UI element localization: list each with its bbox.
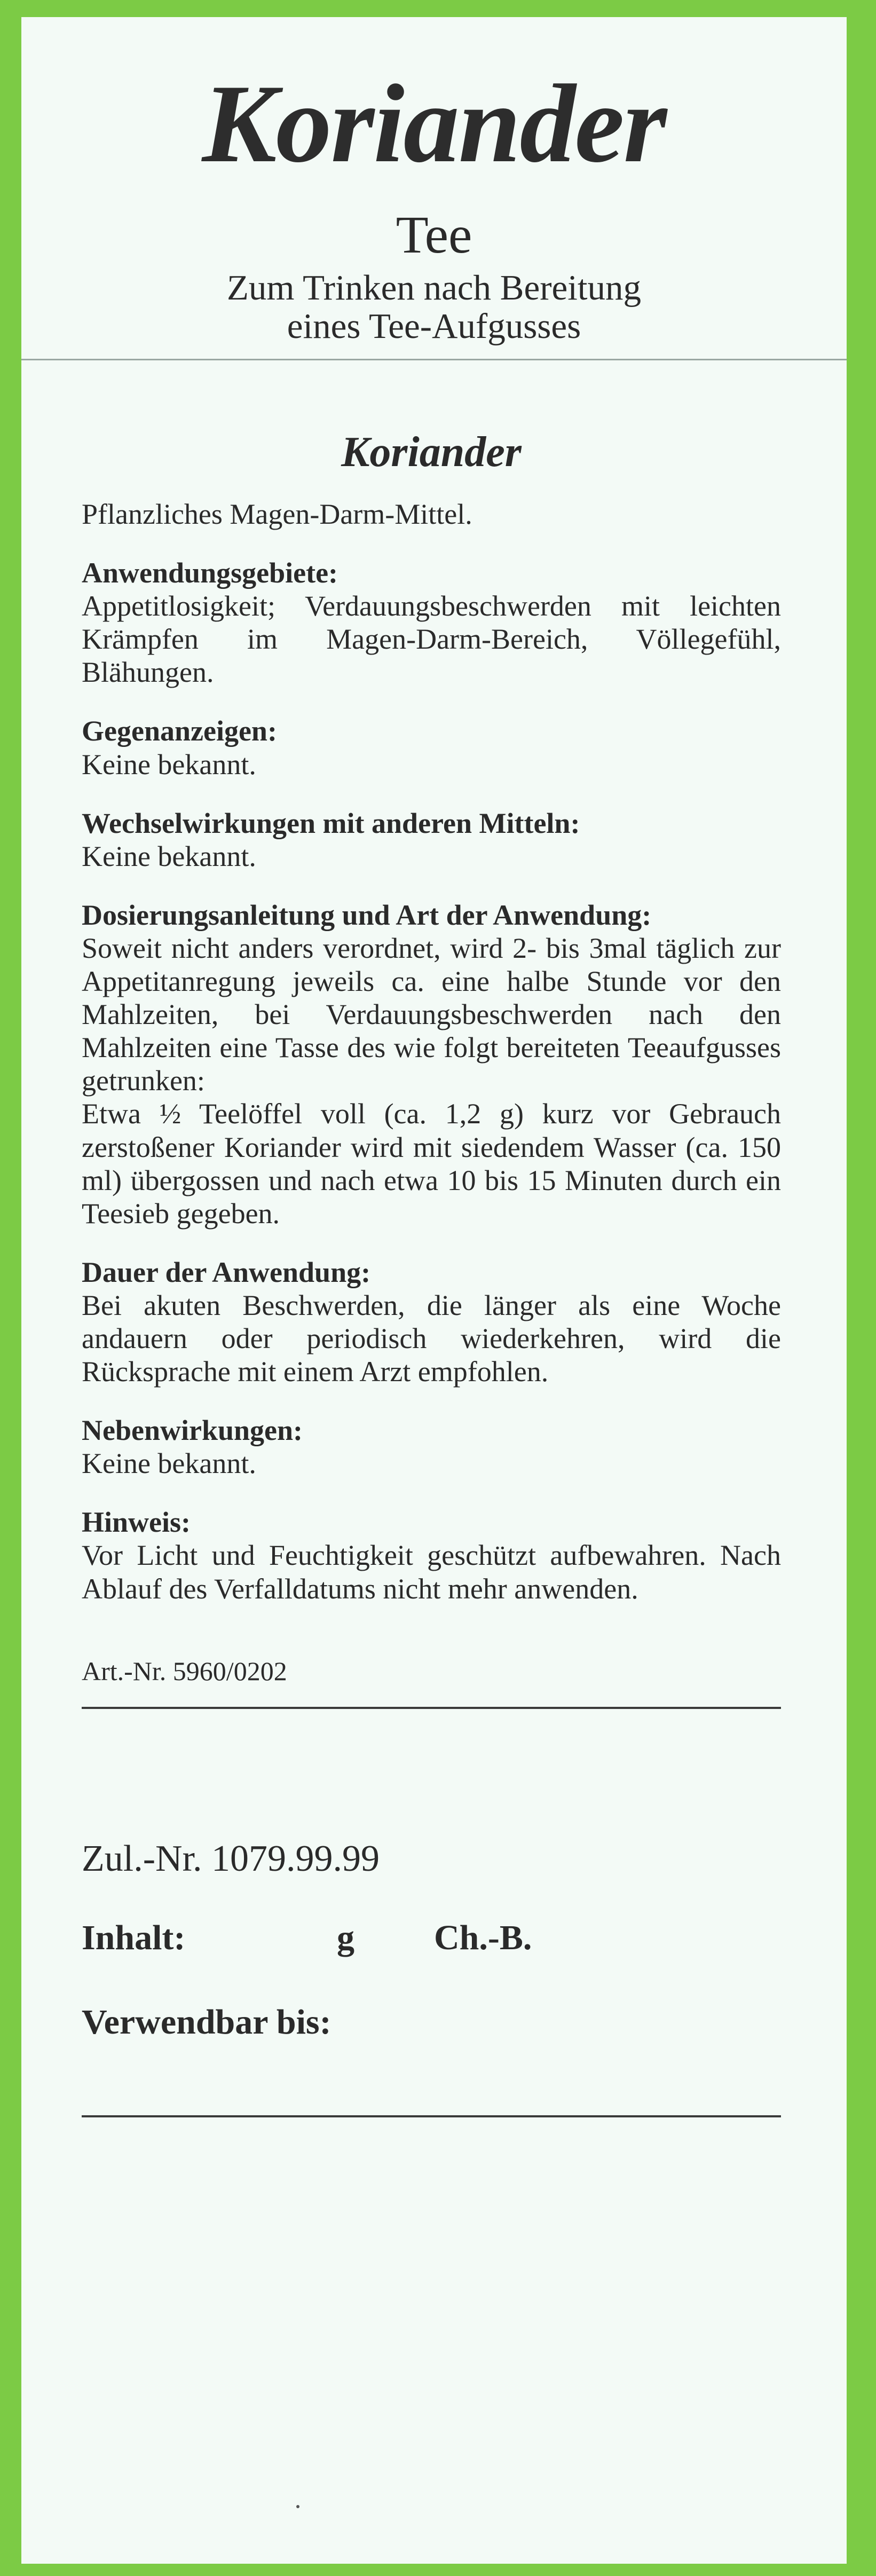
product-subtitle: Tee bbox=[396, 205, 472, 264]
product-title: Koriander bbox=[202, 62, 666, 186]
section-wechselwirkungen bbox=[82, 807, 781, 873]
section-heading: Dosierungsanleitung und Art der Anwendung: bbox=[82, 899, 652, 931]
section-dosierung bbox=[82, 899, 781, 1230]
content-label: Inhalt: bbox=[82, 1918, 186, 1957]
section-heading: Gegenanzeigen: bbox=[82, 715, 277, 747]
product-tagline bbox=[21, 269, 847, 345]
section-heading: Hinweis: bbox=[82, 1506, 191, 1539]
content-unit: g bbox=[337, 1918, 354, 1957]
section-text: Vor Licht und Feuchtigkeit geschützt aufbewahren. Nach Ablauf des Verfalldatums nicht mehr anwenden. bbox=[82, 1539, 781, 1605]
leaflet-body bbox=[82, 431, 781, 1709]
tagline-line-1: Zum Trinken nach Bereitung bbox=[227, 268, 641, 308]
leaflet-intro: Pflanzliches Magen-Darm-Mittel. bbox=[82, 498, 472, 530]
section-text: Keine bekannt. bbox=[82, 840, 256, 872]
section-text: Keine bekannt. bbox=[82, 748, 256, 781]
section-heading: Wechselwirkungen mit anderen Mitteln: bbox=[82, 807, 580, 839]
header-divider bbox=[21, 359, 847, 360]
article-number: Art.-Nr. 5960/0202 bbox=[82, 1656, 781, 1710]
section-text: Appetitlosigkeit; Verdauungsbeschwerden mit leichten Krämpfen im Magen-Darm-Bereich, Völlegefühl, Blähungen. bbox=[82, 590, 781, 689]
section-heading: Nebenwirkungen: bbox=[82, 1414, 303, 1447]
section-hinweis bbox=[82, 1506, 781, 1605]
section-gegenanzeigen bbox=[82, 714, 781, 781]
expiry-line bbox=[82, 2115, 781, 2117]
expiry-label: Verwendbar bis: bbox=[82, 2003, 332, 2042]
paper-speck bbox=[296, 2505, 299, 2508]
leaflet-title: Koriander bbox=[341, 429, 522, 476]
section-heading: Anwendungsgebiete: bbox=[82, 557, 338, 589]
tagline-line-2: eines Tee-Aufgusses bbox=[287, 306, 581, 346]
approval-number: Zul.-Nr. 1079.99.99 bbox=[82, 1838, 380, 1879]
section-text: Keine bekannt. bbox=[82, 1447, 256, 1480]
section-text: Bei akuten Beschwerden, die länger als eine Woche andauern oder periodisch wiederkehren, wird die Rücksprache mit einem Arzt empfohlen. bbox=[82, 1289, 781, 1388]
section-dauer bbox=[82, 1256, 781, 1388]
section-text-preparation: Etwa ½ Teelöffel voll (ca. 1,2 g) kurz vor Gebrauch zerstoßener Koriander wird mit siedendem Wasser (ca. 150 ml) übergossen und nach etwa 10 bis 15 Minuten durch ein Teesieb gegeben. bbox=[82, 1098, 781, 1230]
batch-label: Ch.-B. bbox=[434, 1918, 532, 1957]
section-text: Soweit nicht anders verordnet, wird 2- bis 3mal täglich zur Appetitanregung jeweils ca. eine halbe Stunde vor den Mahlzeiten, bei Verdauungsbeschwerden nach den Mahlzeiten eine Tasse des wie folgt bereiteten Teeaufgusses getrunken: bbox=[82, 932, 781, 1097]
label-header bbox=[21, 17, 847, 359]
package-label bbox=[21, 17, 847, 2564]
section-anwendungsgebiete bbox=[82, 556, 781, 689]
section-nebenwirkungen bbox=[82, 1414, 781, 1480]
section-heading: Dauer der Anwendung: bbox=[82, 1256, 371, 1288]
